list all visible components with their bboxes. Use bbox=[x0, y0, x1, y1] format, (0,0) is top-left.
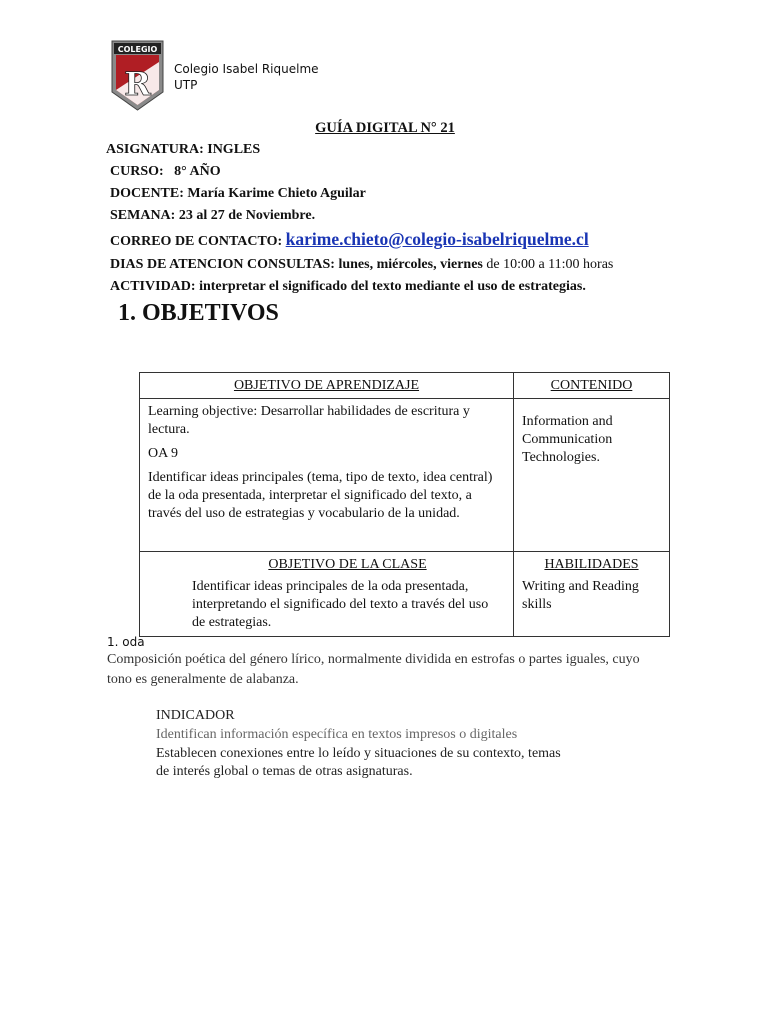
school-name: Colegio Isabel Riquelme bbox=[174, 62, 319, 76]
skills-cell bbox=[514, 552, 670, 637]
hours-line: DIAS DE ATENCION CONSULTAS: lunes, miércoles, viernes de 10:00 a 11:00 horas bbox=[110, 257, 614, 272]
logo-text: COLEGIO bbox=[117, 45, 158, 54]
activity-value: interpretar el significado del texto mediante el uso de estrategias. bbox=[199, 279, 586, 294]
oa-description: Identificar ideas principales (tema, tipo de texto, idea central) de la oda presentada, interpretar el significado del texto, a través del uso de estrategias y vocabulario de la unidad. bbox=[148, 470, 493, 521]
page-title: GUÍA DIGITAL N° 21 bbox=[315, 120, 455, 136]
subject-value: INGLES bbox=[207, 142, 261, 157]
school-unit: UTP bbox=[174, 78, 198, 92]
content-cell bbox=[514, 399, 670, 552]
school-info bbox=[174, 61, 319, 93]
class-objective: Identificar ideas principales de la oda presentada, interpretando el significado del texto a través del uso de estrategias. bbox=[192, 579, 489, 630]
contact-email-link[interactable]: karime.chieto@colegio-isabelriquelme.cl bbox=[285, 229, 589, 249]
oa-code: OA 9 bbox=[148, 446, 178, 461]
subject-line: ASIGNATURA: INGLES bbox=[106, 142, 261, 157]
course-line: CURSO: 8° AÑO bbox=[110, 164, 221, 179]
indicator-title: INDICADOR bbox=[156, 708, 235, 723]
section-heading: 1. OBJETIVOS bbox=[118, 300, 279, 326]
hours-time: de 10:00 a 11:00 horas bbox=[486, 257, 614, 272]
skills-value: Writing and Reading skills bbox=[522, 579, 639, 612]
course-value: 8° AÑO bbox=[174, 164, 221, 179]
oda-definition: Composición poética del género lírico, normalmente dividida en estrofas o partes iguales, cuyo tono es generalmente de alabanza. bbox=[107, 652, 640, 687]
indicator-line-1: Identifican información específica en textos impresos o digitales bbox=[156, 727, 518, 742]
col-header-content: CONTENIDO bbox=[514, 373, 670, 399]
week-line: SEMANA: 23 al 27 de Noviembre. bbox=[110, 208, 316, 223]
school-logo bbox=[111, 40, 164, 111]
teacher-value: María Karime Chieto Aguilar bbox=[187, 186, 366, 201]
class-objective-header: OBJETIVO DE LA CLASE bbox=[268, 557, 427, 572]
content-value: Information and Communication Technologies. bbox=[522, 414, 613, 465]
indicator-line-2: Establecen conexiones entre lo leído y situaciones de su contexto, temas de interés global o temas de otras asignaturas. bbox=[156, 746, 561, 779]
class-objective-cell bbox=[140, 552, 514, 637]
teacher-line: DOCENTE: María Karime Chieto Aguilar bbox=[110, 186, 366, 201]
contact-line: CORREO DE CONTACTO: karime.chieto@colegio-isabelriquelme.cl bbox=[110, 229, 589, 249]
oda-label: 1. oda bbox=[107, 635, 145, 649]
objectives-table bbox=[139, 372, 670, 637]
learning-objective-cell bbox=[140, 399, 514, 552]
skills-header: HABILIDADES bbox=[544, 557, 639, 572]
activity-line: ACTIVIDAD: interpretar el significado del texto mediante el uso de estrategias. bbox=[110, 279, 586, 294]
learning-objective: Learning objective: Desarrollar habilidades de escritura y lectura. bbox=[148, 404, 470, 437]
col-header-objective: OBJETIVO DE APRENDIZAJE bbox=[140, 373, 514, 399]
logo-letter: R bbox=[124, 65, 151, 103]
week-value: 23 al 27 de Noviembre. bbox=[178, 208, 316, 223]
